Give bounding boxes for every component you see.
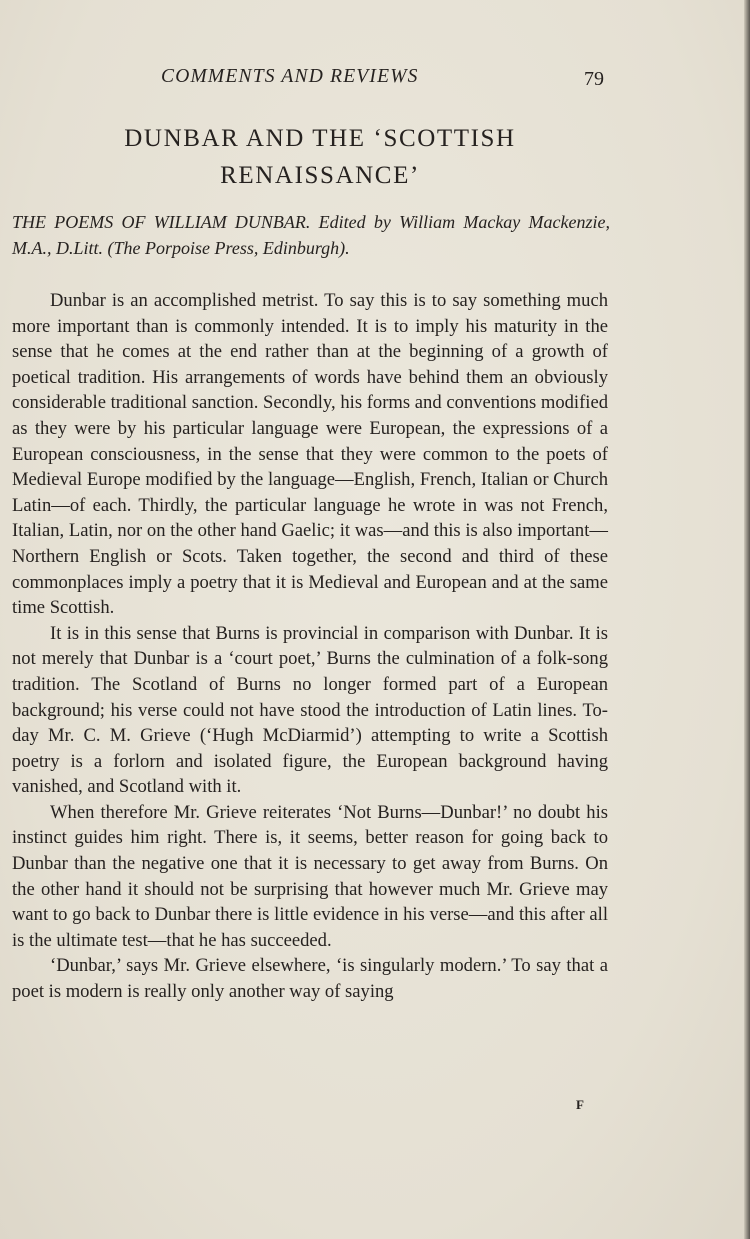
- body-text: [12, 288, 608, 1005]
- running-head: [0, 66, 750, 94]
- running-head-title: COMMENTS AND REVIEWS: [161, 66, 419, 87]
- article-title-line-2: RENAISSANCE’: [220, 162, 420, 189]
- paragraph-3: When therefore Mr. Grieve reiterates ‘Not Burns—Dunbar!’ no doubt his instinct guides him right. There is, it seems, better reason for going back to Dunbar than the negative one that it is necessary to get away from Burns. On the other hand it should not be surprising that however much Mr. Grieve may want to go back to Dunbar there is little evidence in his verse—and this after all is the ultimate test—that he has succeeded.: [12, 801, 608, 951]
- paragraph-1: Dunbar is an accomplished metrist. To say this is to say something much more important than is commonly intended. It is to imply his maturity in the sense that he comes at the end rather than at the beginning of a growth of poetical tradition. His arrangements of words have behind them an obviously considerable traditional sanction. Secondly, his forms and conventions modified as they were by his particular language were European, the expressions of a European consciousness, in the sense that they were common to the poets of Medieval Europe modified by the language—English, French, Italian or Church Latin—of each. Thirdly, the particular language he wrote in was not French, Italian, Latin, nor on the other hand Gaelic; it was—and this is also important—Northern English or Scots. Taken together, the second and third of these commonplaces imply a poetry that it is Medieval and European and at the same time Scottish.: [12, 290, 608, 619]
- review-reference: THE POEMS OF WILLIAM DUNBAR. Edited by William Mackay Mackenzie, M.A., D.Litt. (The Porpoise Press, Edinburgh).: [12, 212, 610, 258]
- article-title: [30, 120, 610, 194]
- paragraph-2: It is in this sense that Burns is provincial in comparison with Dunbar. It is not merely that Dunbar is a ‘court poet,’ Burns the culmination of a folk-song tradition. The Scotland of Burns no longer formed part of a European background; his verse could not have stood the introduction of Latin lines. To-day Mr. C. M. Grieve (‘Hugh McDiarmid’) attempting to write a Scottish poetry is a forlorn and isolated figure, the European background having vanished, and Scotland with it.: [12, 622, 608, 798]
- page-number: 79: [584, 68, 604, 90]
- article-title-line-1: DUNBAR AND THE ‘SCOTTISH: [124, 125, 516, 152]
- signature-mark: F: [576, 1097, 584, 1112]
- paragraph-4: ‘Dunbar,’ says Mr. Grieve elsewhere, ‘is singularly modern.’ To say that a poet is modern is really only another way of saying: [12, 955, 608, 1003]
